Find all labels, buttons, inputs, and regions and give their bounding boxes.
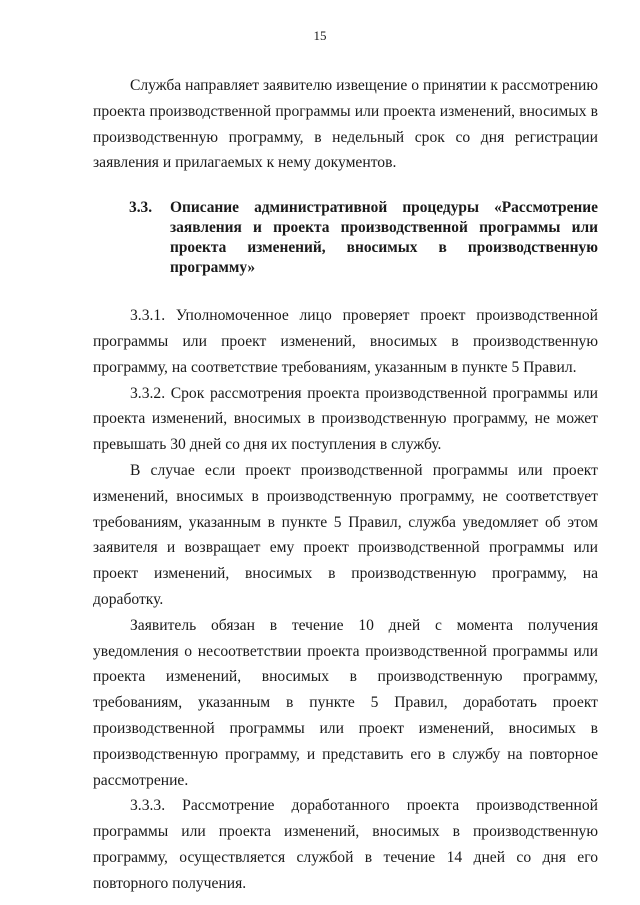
section-heading (93, 198, 598, 278)
paragraph-3-3-1: 3.3.1. Уполномоченное лицо проверяет проект производственной программы или проект изменений, вносимых в производственную программу, на соответствие требованиям, указанным в пункте 5 Правил. (93, 307, 598, 376)
paragraph-applicant-obliged: Заявитель обязан в течение 10 дней с момента получения уведомления о несоответствии проекта производственной программы или проекта изменений, вносимых в производственную программу, требованиям, указанным в пункте 5 Правил, доработать проект производственной программы или проект изменений, вносимых в производственную программу, и представить его в службу на повторное рассмотрение. (93, 616, 598, 789)
paragraph-3-3-3: 3.3.3. Рассмотрение доработанного проекта производственной программы или проекта изменений, вносимых в производственную программу, осуществляется службой в течение 14 дней со дня его повторного получения. (93, 797, 598, 892)
paragraph-case-not-compliant: В случае если проект производственной программы или проект изменений, вносимых в производственную программу, не соответствует требованиям, указанным в пункте 5 Правил, служба уведомляет об этом заявителя и возвращает ему проект производственной программы или проект изменений, вносимых в производственную программу, на доработку. (93, 461, 598, 608)
intro-paragraph: Служба направляет заявителю извещение о принятии к рассмотрению проекта производственной программы или проекта изменений, вносимых в производственную программу, в недельный срок со дня регистрации заявления и прилагаемых к нему документов. (93, 77, 598, 172)
page-number: 15 (313, 28, 327, 43)
section-number: 3.3. (129, 199, 153, 217)
paragraph-3-3-2: 3.3.2. Срок рассмотрения проекта производственной программы или проекта изменений, вносимых в производственную программу, не может превышать 30 дней со дня их поступления в службу. (93, 384, 598, 454)
section-title: Описание административной процедуры «Рассмотрение заявления и проекта производственной программы или проекта изменений, вносимых в производственную программу» (170, 199, 598, 277)
document-body (93, 73, 598, 897)
